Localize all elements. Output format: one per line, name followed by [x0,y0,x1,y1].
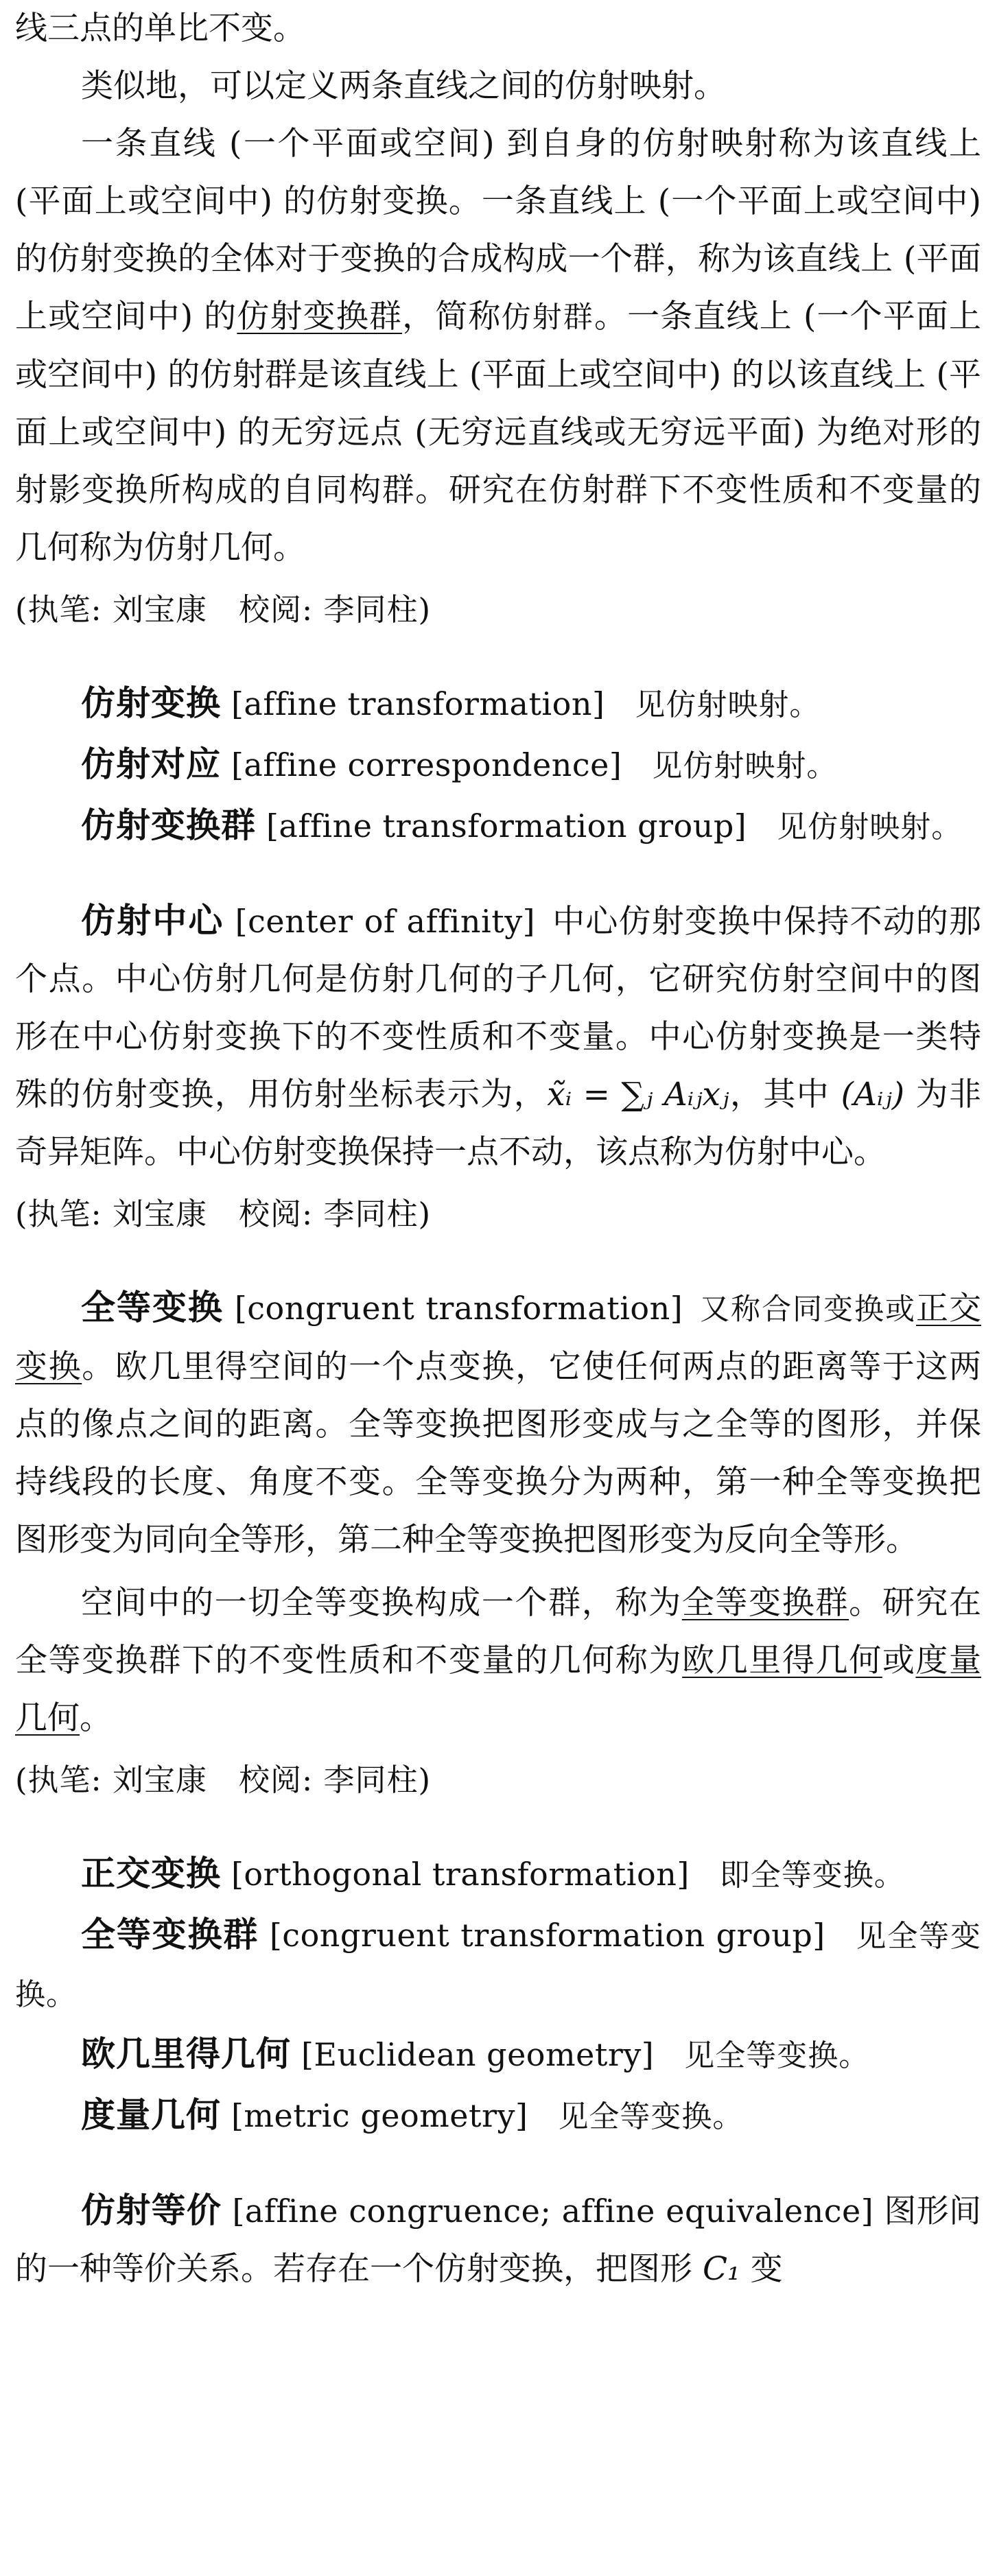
text-segment: 一条直线 (一个平面或空间) 到自身的仿射映射称为该直线上 (平面上或空间中) 的仿射变换。一条直线上 (一个平面上或空间中) 的仿射变换的全体对于变换的合成构成一个群，称为该直线上 (平面上或空间中) 的 [15,125,981,335]
term-orthogonal-transformation: 正交变换 [15,1290,981,1386]
entry-headword: 仿射变换群 [81,805,256,845]
entry-affine-equivalence [15,2182,981,2298]
entry-cross-reference: 见全等变换。 [684,2038,870,2073]
text-segment: 为非奇异矩阵。中心仿射变换保持一点不动，该点称为仿射中心。 [15,1076,981,1171]
entry-headword: 仿射中心 [81,901,224,941]
entry-affine-correspondence [15,735,981,795]
signature-line: (执笔: 刘宝康 校阅: 李同柱) [15,1196,432,1232]
entry-headword: 仿射等价 [81,2190,222,2230]
entry-headword: 仿射变换 [81,683,221,723]
text-segment: 变 [740,2250,783,2288]
entry-english: [metric geometry] [231,2097,528,2134]
entry-english: [congruent transformation group] [269,1917,825,1954]
signature-line: (执笔: 刘宝康 校阅: 李同柱) [15,591,432,628]
entry-english: [congruent transformation] [234,1290,683,1327]
text-segment: 。 [80,1699,112,1737]
text-segment: ，其中 [729,1076,841,1113]
text-segment: 图形间的一种等价关系。若存在一个仿射变换，把图形 [15,2193,982,2288]
entry-english: [affine congruence; affine equivalence] [232,2193,874,2230]
paragraph-affine-mapping-lines: 类似地，可以定义两条直线之间的仿射映射。 [81,67,726,105]
term-affine-transformation-group: 仿射变换群 [237,298,403,335]
entry-english: [affine correspondence] [231,746,622,783]
formula-matrix: (Aᵢⱼ) [841,1076,905,1113]
entry-headword: 正交变换 [81,1854,221,1893]
entry-congruent-transformation [15,1279,981,1569]
term-affine-group: 仿射群 [501,300,594,335]
entry-headword: 欧几里得几何 [81,2034,291,2074]
entry-affine-transformation-group [15,796,981,856]
entry-congruent-transformation-group [15,1906,981,2024]
entry-metric-geometry [15,2086,981,2146]
term-metric-geometry: 度量几何 [15,1642,982,1737]
entry-affine-transformation [15,674,981,734]
formula-figure-c1: C₁ [702,2250,740,2288]
text-segment: 。欧几里得空间的一个点变换，它使任何两点的距离等于这两点的像点之间的距离。全等变换把图形变成与之全等的图形，并保持线段的长度、角度不变。全等变换分为两种，第一种全等变换把图形变为同向全等形，第二种全等变换把图形变为反向全等形。 [15,1348,982,1559]
entry-headword: 全等变换群 [81,1915,259,1954]
entry-english: [center of affinity] [235,903,536,940]
signature-line: (执笔: 刘宝康 校阅: 李同柱) [15,1762,432,1798]
entry-center-of-affinity [15,892,981,1181]
entry-english: [affine transformation] [231,685,605,722]
entry-alias: 又称合同变换或 [699,1292,917,1327]
entry-headword: 度量几何 [81,2095,221,2135]
text-segment: 空间中的一切全等变换构成一个群，称为 [81,1584,682,1622]
entry-cross-reference: 见仿射映射。 [652,748,838,783]
entry-euclidean-geometry [15,2025,981,2085]
entry-cross-reference: 见全等变换。 [15,1919,981,2012]
entry-english: [Euclidean geometry] [301,2036,655,2073]
entry-cross-reference: 即全等变换。 [719,1858,905,1893]
entry-english: [affine transformation group] [266,807,747,844]
entry-cross-reference: 见仿射映射。 [777,810,963,844]
paragraph-affine-transformation-group [15,115,981,577]
text-segment: 或 [882,1642,916,1679]
entry-cross-reference: 见全等变换。 [558,2099,744,2134]
paragraph-continuation: 线三点的单比不变。 [15,10,305,47]
entry-headword: 全等变换 [81,1288,224,1327]
document-page [15,0,981,2298]
entry-headword: 仿射对应 [81,744,221,784]
term-congruent-transformation-group: 全等变换群 [681,1584,849,1622]
text-segment: 。一条直线上 (一个平面上或空间中) 的仿射群是该直线上 (平面上或空间中) 的以该直线上 (平面上或空间中) 的无穷远点 (无穷远直线或无穷远平面) 为绝对形的射影变换所构成的自同构群。研究在仿射群下不变性质和不变量的几何称为仿射几何。 [15,298,982,567]
entry-orthogonal-transformation [15,1845,981,1904]
entry-cross-reference: 见仿射映射。 [635,687,821,722]
text-segment: 。研究在全等变换群下的不变性质和不变量的几何称为 [15,1584,982,1679]
paragraph-congruent-group [15,1574,981,1747]
text-segment: 中心仿射变换中保持不动的那个点。中心仿射几何是仿射几何的子几何，它研究仿射空间中的图形在中心仿射变换下的不变性质和不变量。中心仿射变换是一类特殊的仿射变换，用仿射坐标表示为， [15,903,981,1113]
formula-center-affine: x̃ᵢ = ∑ⱼ Aᵢⱼxⱼ [547,1076,729,1113]
entry-english: [orthogonal transformation] [231,1856,690,1893]
text-segment: ，简称 [402,298,502,335]
term-euclidean-geometry: 欧几里得几何 [682,1642,882,1679]
